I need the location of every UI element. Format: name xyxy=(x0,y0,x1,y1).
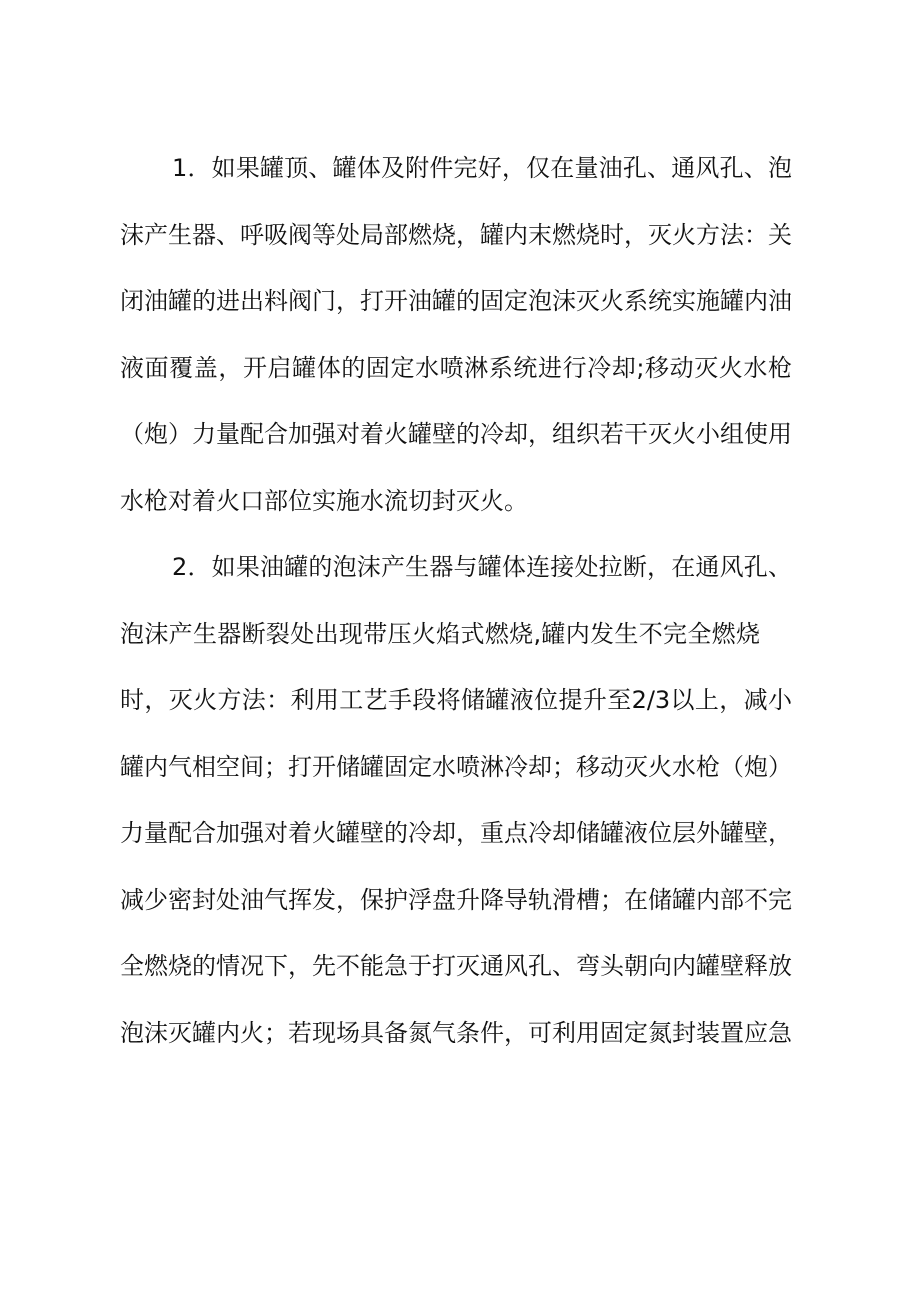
paragraph-2 xyxy=(120,549,792,1081)
text-line: （炮）力量配合加强对着火罐壁的冷却，组织若干灭火小组使用 xyxy=(120,420,792,448)
text-line: 时，灭火方法：利用工艺手段将储罐液位提升至2/3以上，减小 xyxy=(120,686,792,714)
text-line: 泡沫产生器断裂处出现带压火焰式燃烧,罐内发生不完全燃烧 xyxy=(120,619,760,648)
text-line: 全燃烧的情况下，先不能急于打灭通风孔、弯头朝向内罐壁释放 xyxy=(120,952,792,980)
text-line: 力量配合加强对着火罐壁的冷却，重点冷却储罐液位层外罐壁， xyxy=(120,819,792,847)
text-line: 1．如果罐顶、罐体及附件完好，仅在量油孔、通风孔、泡 xyxy=(172,154,792,182)
text-line: 泡沫灭罐内火；若现场具备氮气条件，可利用固定氮封装置应急 xyxy=(120,1018,792,1047)
text-line: 沫产生器、呼吸阀等处局部燃烧，罐内末燃烧时，灭火方法：关 xyxy=(120,220,792,249)
text-line: 罐内气相空间；打开储罐固定水喷淋冷却；移动灭火水枪（炮） xyxy=(120,752,792,781)
text-line: 2．如果油罐的泡沫产生器与罐体连接处拉断，在通风孔、 xyxy=(172,553,792,581)
text-line: 水枪对着火口部位实施水流切封灭火。 xyxy=(120,486,528,515)
paragraph-1 xyxy=(120,150,792,549)
text-line: 闭油罐的进出料阀门，打开油罐的固定泡沫灭火系统实施罐内油 xyxy=(120,287,792,315)
text-line: 减少密封处油气挥发，保护浮盘升降导轨滑槽；在储罐内部不完 xyxy=(120,885,792,914)
text-line: 液面覆盖，开启罐体的固定水喷淋系统进行冷却;移动灭火水枪 xyxy=(120,353,792,382)
document-page xyxy=(120,150,792,1081)
